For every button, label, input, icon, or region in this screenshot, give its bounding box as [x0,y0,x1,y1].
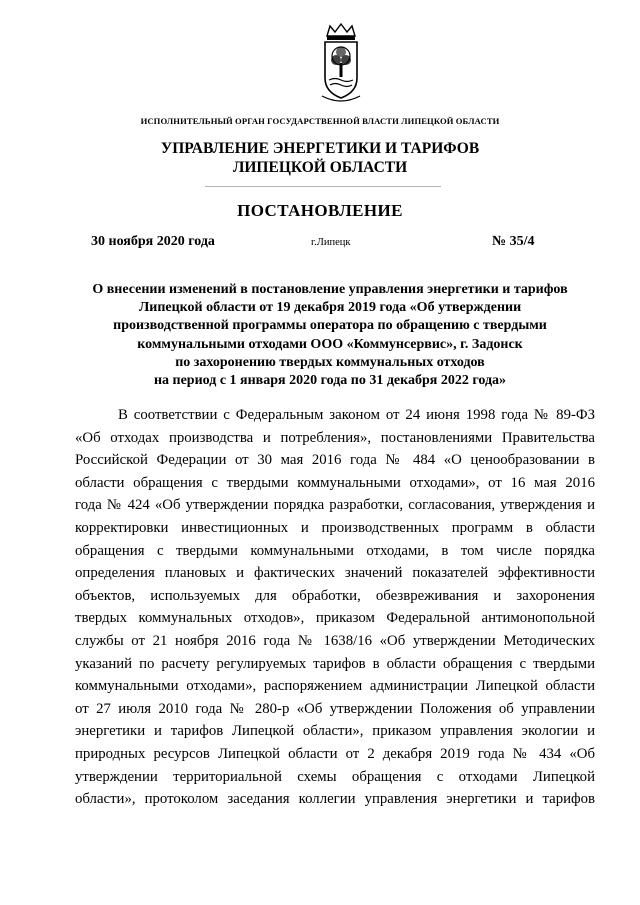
body-line: «Об отходах производства и потребления», постановлениями Правительства [75,429,595,446]
subject-line: О внесении изменений в постановление управления энергетики и тарифов [92,282,568,297]
body-line: указаний по расчету регулируемых тарифов в области обращения с твердыми [75,655,595,672]
subject-line: производственной программы оператора по обращению с твердыми [113,318,547,334]
document-date: 30 ноября 2020 года [91,234,215,249]
document-subject [60,281,600,390]
body-line: области обращения с твердыми коммунальными отходами», от 16 мая 2016 [75,474,595,491]
document-type-title: ПОСТАНОВЛЕНИЕ [237,201,403,220]
body-line: года № 424 «Об утверждении порядка разработки, согласования, утверждения и [75,497,595,514]
header-divider [205,186,441,187]
body-line: твердых коммунальных отходов», приказом Федеральной антимонопольной [75,610,595,627]
body-line: службы от 21 ноября 2016 года № 1638/16 «Об утверждении Методических [75,632,595,649]
body-line: корректировки инвестиционных и производственных программ в области [75,519,595,536]
coat-of-arms-emblem-icon [318,22,364,104]
authority-heading: ИСПОЛНИТЕЛЬНЫЙ ОРГАН ГОСУДАРСТВЕННОЙ ВЛАСТИ ЛИПЕЦКОЙ ОБЛАСТИ [140,116,500,126]
subject-line: по захоронению твердых коммунальных отходов [175,354,485,370]
body-line: области», протоколом заседания коллегии управления энергетики и тарифов [75,791,595,808]
body-line: обращения с твердыми коммунальными отходами, в том числе порядка [75,542,595,559]
body-line: объектов, используемых для обработки, обезвреживания и захоронения [75,587,595,604]
agency-title-line: УПРАВЛЕНИЕ ЭНЕРГЕТИКИ И ТАРИФОВ [160,140,480,157]
document-city: г.Липецк [311,237,351,248]
document-number: № 35/4 [492,234,535,249]
subject-line: на период с 1 января 2020 года по 31 декабря 2022 года» [153,373,507,389]
body-line: от 27 июля 2010 года № 280-р «Об утверждении Положения об управлении [75,700,595,717]
body-line: В соответствии с Федеральным законом от 24 июня 1998 года № 89-ФЗ [118,407,595,423]
agency-title-line: ЛИПЕЦКОЙ ОБЛАСТИ [232,159,408,176]
agency-title [0,139,640,177]
document-body-paragraph [75,404,595,811]
subject-line: коммунальными отходами ООО «Коммунсервис», г. Задонск [137,336,523,352]
body-line: утверждении территориальной схемы обращения с отходами Липецкой [75,768,595,785]
body-line: определения плановых и фактических значений показателей эффективности [75,565,595,582]
body-line: энергетики и тарифов Липецкой области», приказом управления экологии и [75,723,595,740]
body-line: Российской Федерации от 30 мая 2016 года № 484 «О ценообразовании в [75,452,595,469]
body-line: природных ресурсов Липецкой области от 2 декабря 2019 года № 434 «Об [75,745,595,762]
body-line: коммунальными отходами», распоряжением администрации Липецкой области [75,678,595,695]
subject-line: Липецкой области от 19 декабря 2019 года «Об утверждении [138,300,522,316]
